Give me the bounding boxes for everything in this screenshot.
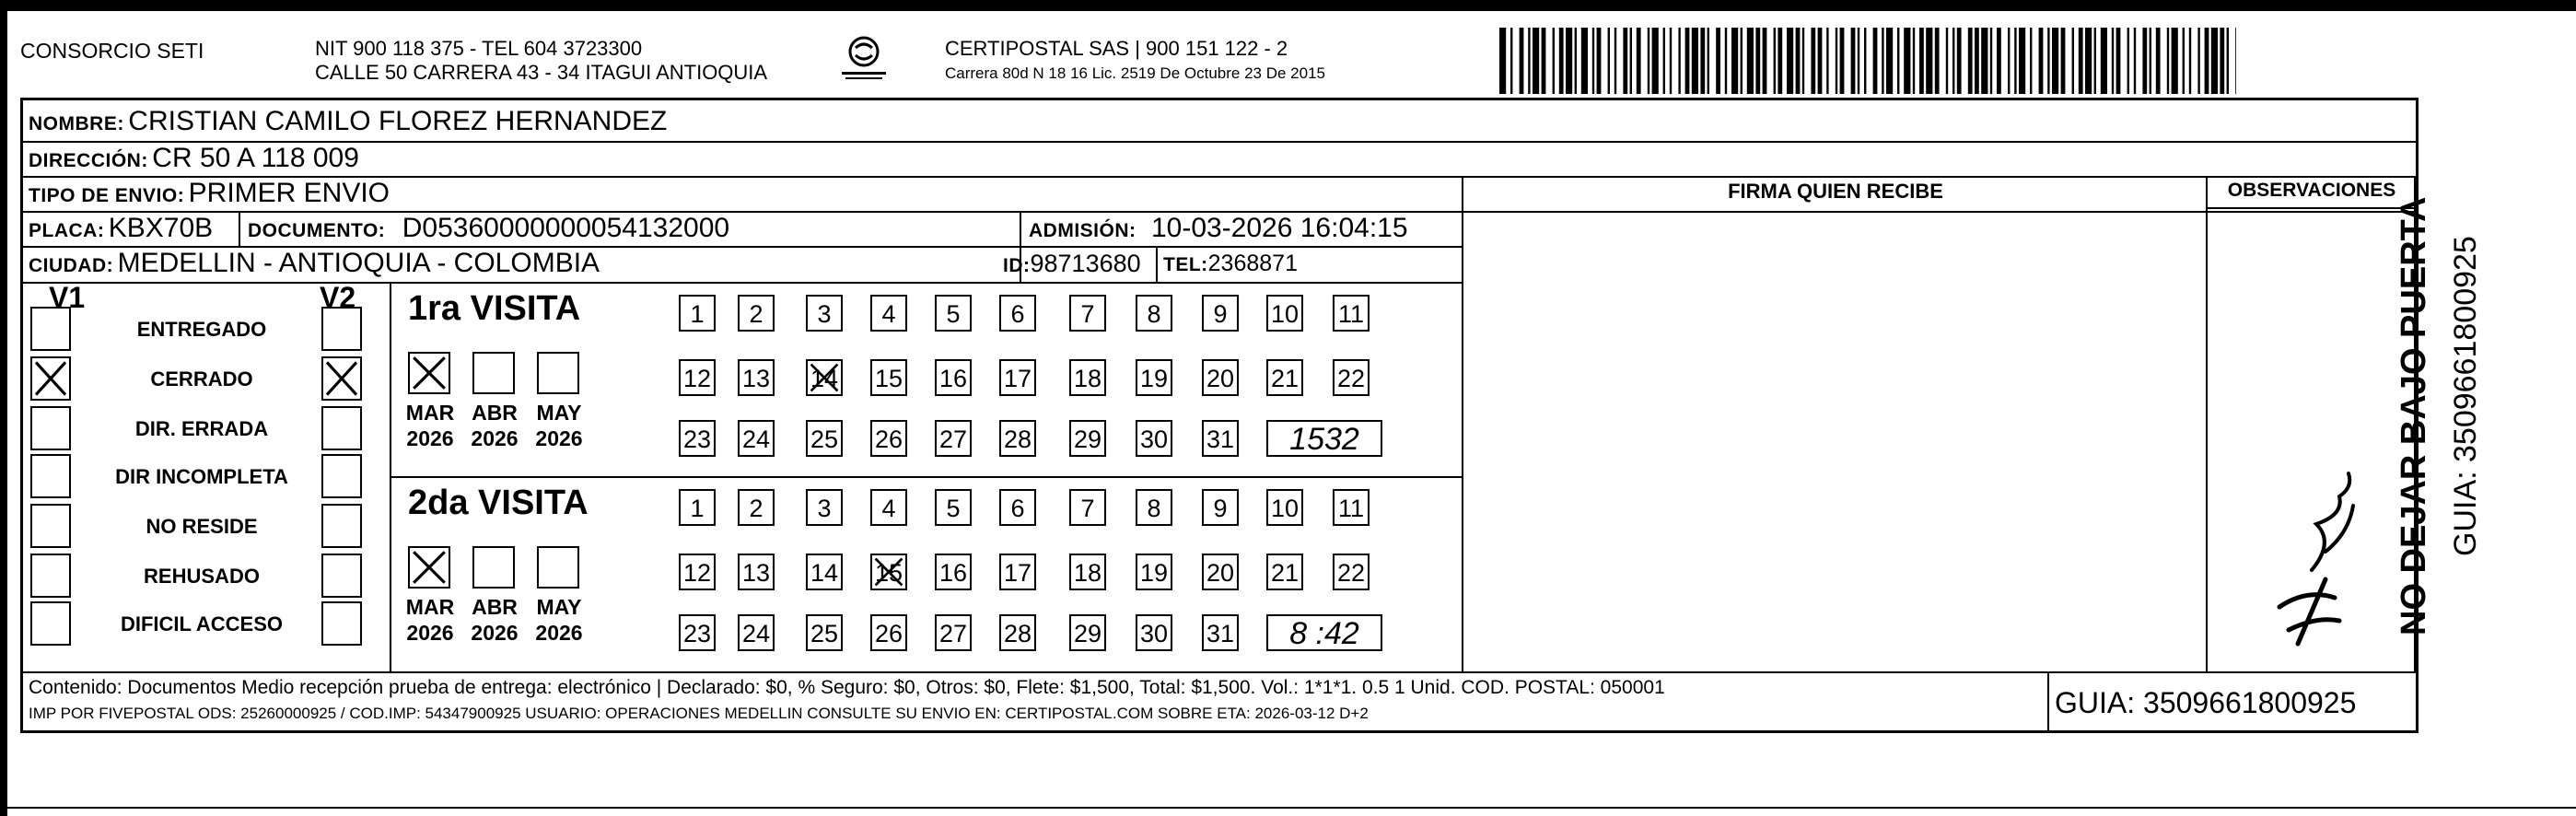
v2-checkbox[interactable] <box>321 601 362 646</box>
day-number: 23 <box>682 425 712 453</box>
day-box[interactable] <box>1202 420 1239 457</box>
day-number: 3 <box>817 300 832 328</box>
placa-value: KBX70B <box>108 213 214 243</box>
divider <box>2206 176 2208 671</box>
day-number: 11 <box>1337 300 1365 328</box>
day-box[interactable] <box>1069 295 1106 332</box>
id-value: 98713680 <box>1030 250 1141 277</box>
year-label: 2026 <box>535 426 583 450</box>
month-checkbox[interactable] <box>472 546 515 589</box>
x-check-mark <box>32 358 69 399</box>
day-box[interactable] <box>1266 489 1303 526</box>
handwritten-time: 1532 <box>1266 420 1382 457</box>
day-number: 20 <box>1206 365 1235 392</box>
day-box[interactable] <box>870 359 907 396</box>
month-caption <box>402 400 458 451</box>
day-number: 24 <box>741 425 771 453</box>
month-caption <box>531 594 587 646</box>
visit-title: 2da VISITA <box>408 484 589 522</box>
footer-content-line: Contenido: Documentos Medio recepción prueba de entrega: electrónico | Declarado: $0, % Seguro: $0, Otros: $0, Flete: $1,500, Total: $1,500. Vol.: 1*1*1. 0.5 1 Unid. COD. POSTAL: 050001 <box>29 677 1665 698</box>
tipo-envio-value: PRIMER ENVIO <box>188 178 390 208</box>
day-box[interactable] <box>999 614 1036 651</box>
left-border <box>0 0 7 816</box>
day-box[interactable] <box>806 359 843 396</box>
day-box[interactable] <box>1333 359 1370 396</box>
day-box[interactable] <box>738 554 775 590</box>
day-box[interactable] <box>1202 295 1239 332</box>
day-number: 29 <box>1073 620 1102 647</box>
bottom-border <box>0 807 2576 809</box>
day-box[interactable] <box>1202 614 1239 651</box>
day-box[interactable] <box>935 554 972 590</box>
month-label: ABR <box>472 401 518 425</box>
v2-header: V2 <box>320 281 356 314</box>
day-number: 31 <box>1206 425 1235 453</box>
divider <box>2208 207 2414 209</box>
day-number: 13 <box>741 365 771 392</box>
month-caption <box>402 594 458 646</box>
status-label: ENTREGADO <box>136 318 267 341</box>
nombre-label: NOMBRE: <box>29 113 124 134</box>
day-box[interactable] <box>999 359 1036 396</box>
direccion-label: DIRECCIÓN: <box>29 150 148 171</box>
v1-header: V1 <box>49 281 86 314</box>
side-warning <box>2395 120 2450 635</box>
day-number: 29 <box>1073 425 1102 453</box>
day-box[interactable] <box>679 420 716 457</box>
x-check-mark <box>410 548 449 587</box>
year-label: 2026 <box>471 426 519 450</box>
day-number: 28 <box>1003 425 1032 453</box>
tel-label: TEL: <box>1163 254 1208 275</box>
v2-checkbox[interactable] <box>321 554 362 598</box>
certipostal-logo <box>836 35 892 87</box>
x-check-mark <box>872 555 905 589</box>
day-box[interactable] <box>679 359 716 396</box>
documento-value: D05360000000054132000 <box>402 213 730 243</box>
day-number: 2 <box>749 300 763 328</box>
visit-title: 1ra VISITA <box>408 289 581 328</box>
top-border <box>0 0 2576 11</box>
v1-checkbox[interactable] <box>30 356 71 401</box>
day-box[interactable] <box>935 420 972 457</box>
direccion-value: CR 50 A 118 009 <box>152 143 359 173</box>
day-number: 11 <box>1337 495 1365 522</box>
v2-checkbox[interactable] <box>321 454 362 498</box>
day-box[interactable] <box>1136 295 1172 332</box>
day-box[interactable] <box>935 295 972 332</box>
year-label: 2026 <box>406 426 454 450</box>
day-box[interactable] <box>999 554 1036 590</box>
day-number: 22 <box>1336 559 1366 587</box>
v2-checkbox[interactable] <box>321 406 362 450</box>
divider <box>390 282 391 671</box>
placa-cell <box>29 211 213 251</box>
month-checkbox[interactable] <box>408 546 450 589</box>
day-box[interactable] <box>1202 489 1239 526</box>
year-label: 2026 <box>471 621 519 645</box>
day-number: 21 <box>1270 365 1300 392</box>
day-box[interactable] <box>1333 489 1370 526</box>
day-box[interactable] <box>738 489 775 526</box>
status-label: CERRADO <box>150 367 253 391</box>
day-number: 8 <box>1147 300 1161 328</box>
day-box[interactable] <box>999 489 1036 526</box>
day-number: 19 <box>1139 559 1169 587</box>
day-box[interactable] <box>679 554 716 590</box>
day-number: 5 <box>946 495 961 522</box>
day-number: 3 <box>817 495 832 522</box>
day-box[interactable] <box>738 420 775 457</box>
day-box[interactable] <box>999 295 1036 332</box>
day-box[interactable] <box>1136 489 1172 526</box>
tel-cell <box>1163 246 1298 285</box>
day-box[interactable] <box>1266 554 1303 590</box>
nombre-row <box>29 104 667 144</box>
status-label: NO RESIDE <box>146 515 258 538</box>
day-number: 15 <box>874 365 903 392</box>
day-number: 18 <box>1073 559 1102 587</box>
day-box[interactable] <box>1333 554 1370 590</box>
day-number: 21 <box>1270 559 1300 587</box>
id-cell <box>1003 246 1141 286</box>
v1-checkbox[interactable] <box>30 554 71 598</box>
day-box[interactable] <box>870 489 907 526</box>
day-number: 27 <box>938 620 968 647</box>
day-number: 26 <box>874 425 903 453</box>
day-number: 1 <box>690 300 705 328</box>
month-caption <box>531 400 587 451</box>
day-number: 22 <box>1336 365 1366 392</box>
month-checkbox[interactable] <box>472 352 515 394</box>
placa-label: PLACA: <box>29 220 105 241</box>
barcode <box>1499 28 2236 94</box>
day-number: 2 <box>749 495 763 522</box>
day-number: 24 <box>741 620 771 647</box>
day-number: 7 <box>1080 495 1095 522</box>
day-box[interactable] <box>1202 359 1239 396</box>
day-number: 8 <box>1147 495 1161 522</box>
day-box[interactable] <box>1069 420 1106 457</box>
day-number: 28 <box>1003 620 1032 647</box>
year-label: 2026 <box>406 621 454 645</box>
documento-label: DOCUMENTO: <box>248 220 386 241</box>
day-number: 7 <box>1080 300 1095 328</box>
documento-cell <box>248 211 729 251</box>
day-number: 16 <box>938 365 968 392</box>
month-label: MAR <box>405 401 455 425</box>
ciudad-label: CIUDAD: <box>29 255 114 276</box>
tipo-envio-label: TIPO DE ENVIO: <box>29 185 185 206</box>
day-box[interactable] <box>738 295 775 332</box>
guia-box: GUIA: 3509661800925 <box>2055 686 2357 719</box>
x-check-mark <box>323 358 360 399</box>
month-label: MAR <box>405 595 455 619</box>
month-checkbox[interactable] <box>408 352 450 394</box>
month-checkbox[interactable] <box>537 352 579 394</box>
day-box[interactable] <box>738 614 775 651</box>
month-checkbox[interactable] <box>537 546 579 589</box>
day-number: 10 <box>1270 495 1300 522</box>
day-box[interactable] <box>738 359 775 396</box>
admision-label: ADMISIÓN: <box>1029 220 1136 241</box>
day-box[interactable] <box>806 295 843 332</box>
v1-checkbox[interactable] <box>30 454 71 498</box>
month-label: MAY <box>536 595 582 619</box>
day-number: 14 <box>810 559 839 587</box>
day-number: 13 <box>741 559 771 587</box>
status-label: DIFICIL ACCESO <box>120 612 283 635</box>
divider <box>1462 176 1463 671</box>
day-number: 4 <box>881 300 896 328</box>
day-number: 25 <box>810 425 839 453</box>
day-box[interactable] <box>806 614 843 651</box>
observaciones-header: OBSERVACIONES <box>2227 180 2396 201</box>
day-box[interactable] <box>870 614 907 651</box>
day-box[interactable] <box>806 420 843 457</box>
day-box[interactable] <box>1333 295 1370 332</box>
day-number: 18 <box>1073 365 1102 392</box>
day-number: 5 <box>946 300 961 328</box>
day-box[interactable] <box>1069 359 1106 396</box>
footer-imp-line: IMP POR FIVEPOSTAL ODS: 25260000925 / COD.IMP: 54347900925 USUARIO: OPERACIONES MEDELLIN CONSULTE SU ENVIO EN: CERTIPOSTAL.COM SOBRE ETA: 2026-03-12 D+2 <box>29 705 1369 722</box>
day-box[interactable] <box>1266 295 1303 332</box>
v2-checkbox[interactable] <box>321 504 362 548</box>
month-caption <box>467 594 522 646</box>
status-label: DIR INCOMPLETA <box>115 465 288 488</box>
day-number: 6 <box>1010 300 1025 328</box>
admision-value: 10-03-2026 16:04:15 <box>1150 213 1408 243</box>
no-dejar-text: NO DEJAR BAJO PUERTA <box>2395 196 2433 635</box>
day-number: 15 <box>874 559 903 587</box>
nombre-value: CRISTIAN CAMILO FLOREZ HERNANDEZ <box>128 106 668 136</box>
day-number: 12 <box>682 365 712 392</box>
day-number: 30 <box>1139 425 1169 453</box>
day-number: 19 <box>1139 365 1169 392</box>
status-label: REHUSADO <box>144 565 260 588</box>
divider <box>390 476 1463 478</box>
x-check-mark <box>410 354 449 392</box>
day-number: 27 <box>938 425 968 453</box>
address-line: CALLE 50 CARRERA 43 - 34 ITAGUI ANTIOQUIA <box>315 61 768 84</box>
day-box[interactable] <box>1136 554 1172 590</box>
day-number: 10 <box>1270 300 1300 328</box>
side-guia <box>2448 96 2494 556</box>
day-number: 30 <box>1139 620 1169 647</box>
day-number: 17 <box>1003 559 1032 587</box>
id-label: ID: <box>1003 255 1031 276</box>
day-number: 26 <box>874 620 903 647</box>
day-number: 1 <box>690 495 705 522</box>
day-number: 25 <box>810 620 839 647</box>
day-number: 14 <box>810 365 839 392</box>
day-box[interactable] <box>870 420 907 457</box>
day-box[interactable] <box>679 614 716 651</box>
day-box[interactable] <box>1069 614 1106 651</box>
certipostal-line: CERTIPOSTAL SAS | 900 151 122 - 2 <box>945 37 1288 60</box>
divider <box>239 211 240 246</box>
day-number: 9 <box>1213 495 1228 522</box>
handwritten-signature <box>2261 469 2372 653</box>
day-box[interactable] <box>870 295 907 332</box>
admision-cell <box>1029 211 1408 251</box>
x-check-mark <box>808 361 841 394</box>
day-box[interactable] <box>935 359 972 396</box>
v2-checkbox[interactable] <box>321 307 362 351</box>
firma-header: FIRMA QUIEN RECIBE <box>1728 180 1943 203</box>
day-number: 16 <box>938 559 968 587</box>
day-box[interactable] <box>806 489 843 526</box>
day-number: 4 <box>881 495 896 522</box>
day-box[interactable] <box>806 554 843 590</box>
day-box[interactable] <box>1136 614 1172 651</box>
day-box[interactable] <box>1266 359 1303 396</box>
direccion-row <box>29 141 359 181</box>
month-label: MAY <box>536 401 582 425</box>
status-label: DIR. ERRADA <box>134 417 269 440</box>
ciudad-row <box>29 246 600 286</box>
divider <box>1156 246 1158 282</box>
day-box[interactable] <box>679 489 716 526</box>
year-label: 2026 <box>535 621 583 645</box>
day-number: 17 <box>1003 365 1032 392</box>
v2-checkbox[interactable] <box>321 356 362 401</box>
side-guia-text: GUIA: 3509661800925 <box>2448 236 2483 556</box>
day-number: 23 <box>682 620 712 647</box>
month-caption <box>467 400 522 451</box>
month-label: ABR <box>472 595 518 619</box>
v1-checkbox[interactable] <box>30 406 71 450</box>
ciudad-value: MEDELLIN - ANTIOQUIA - COLOMBIA <box>117 248 600 278</box>
day-number: 6 <box>1010 495 1025 522</box>
company-name: CONSORCIO SETI <box>20 39 204 63</box>
day-box[interactable] <box>999 420 1036 457</box>
tipo-envio-row <box>29 176 390 216</box>
v1-checkbox[interactable] <box>30 601 71 646</box>
tel-value: 2368871 <box>1207 251 1298 276</box>
v1-checkbox[interactable] <box>30 504 71 548</box>
day-box[interactable] <box>1136 359 1172 396</box>
day-box[interactable] <box>1069 489 1106 526</box>
handwritten-time: 8 :42 <box>1266 614 1382 651</box>
day-box[interactable] <box>1069 554 1106 590</box>
day-number: 20 <box>1206 559 1235 587</box>
v1-checkbox[interactable] <box>30 307 71 351</box>
day-box[interactable] <box>870 554 907 590</box>
divider <box>2047 671 2049 730</box>
day-box[interactable] <box>1136 420 1172 457</box>
day-box[interactable] <box>1202 554 1239 590</box>
divider <box>23 671 2418 673</box>
day-number: 9 <box>1213 300 1228 328</box>
day-box[interactable] <box>679 295 716 332</box>
day-number: 12 <box>682 559 712 587</box>
nit-line: NIT 900 118 375 - TEL 604 3723300 <box>315 37 643 60</box>
day-box[interactable] <box>935 489 972 526</box>
day-number: 31 <box>1206 620 1235 647</box>
form-frame <box>20 98 2419 733</box>
license-line: Carrera 80d N 18 16 Lic. 2519 De Octubre 23 De 2015 <box>945 64 1325 82</box>
day-box[interactable] <box>935 614 972 651</box>
